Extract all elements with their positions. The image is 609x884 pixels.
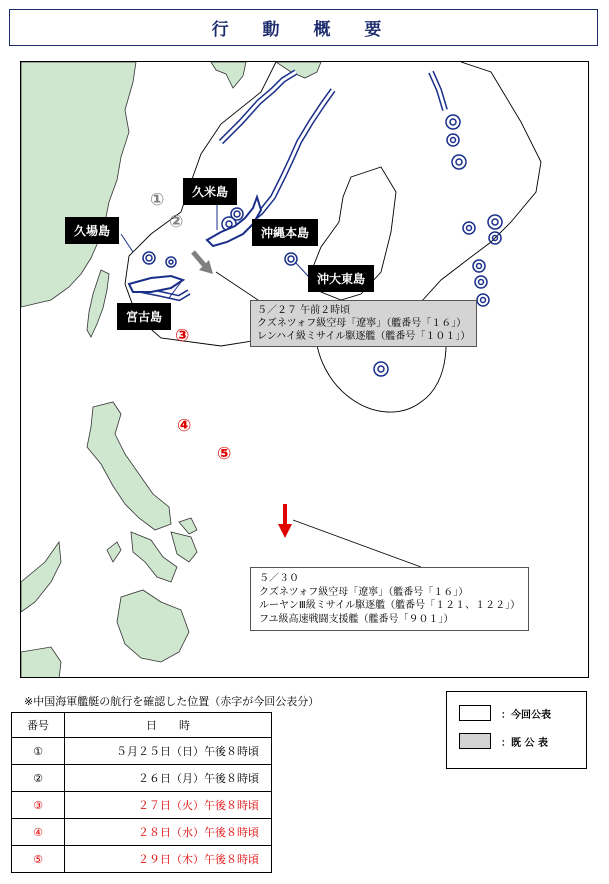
- table-cell-datetime: ２９日（木）午後８時頃: [65, 846, 272, 873]
- legend-label-current: ：今回公表: [501, 710, 551, 721]
- table-header-number: 番号: [12, 713, 65, 738]
- legend-swatch-previous: [459, 733, 491, 749]
- table-cell-datetime: ２７日（火）午後８時頃: [65, 792, 272, 819]
- label-kume-island: 久米島: [183, 178, 237, 205]
- info-current-line-4: フユ級高速戦闘支援艦（艦番号「９０１」）: [259, 613, 454, 625]
- borneo: [21, 647, 61, 678]
- legend: [446, 691, 587, 769]
- leader-gray-info: [216, 272, 261, 302]
- table-row: [12, 792, 272, 819]
- map-area: [20, 61, 589, 678]
- legend-label-previous: ：既 公 表: [501, 738, 548, 749]
- page-title: 行 動 概 要: [9, 9, 598, 46]
- table-row: [12, 846, 272, 873]
- info-current-line-3: ルーヤンⅢ級ミサイル駆逐艦（艦番号「１２１、１２２」）: [259, 600, 521, 611]
- info-box-current: [250, 567, 529, 631]
- label-kuba-island: 久場島: [65, 217, 119, 244]
- palawan-small: [107, 542, 121, 562]
- info-current-line-1: ５／３０: [259, 573, 299, 584]
- label-okidaito-island: 沖大東島: [308, 265, 374, 292]
- table-cell-number: ③: [12, 792, 65, 819]
- mainland-coast: [21, 62, 136, 307]
- table-row: [12, 738, 272, 765]
- legend-swatch-current: [459, 705, 491, 721]
- position-marker-1: ①: [150, 190, 165, 210]
- table-caption: ※中国海軍艦艇の航行を確認した位置（赤字が今回公表分）: [24, 695, 320, 708]
- position-marker-3: ③: [175, 326, 190, 346]
- info-previous-line-3: レンハイ級ミサイル駆逐艦（艦番号「１０１」）: [257, 331, 471, 342]
- table-cell-datetime: ２８日（水）午後８時頃: [65, 819, 272, 846]
- table-header-row: [12, 713, 272, 738]
- philippines-central: [131, 532, 177, 582]
- table-cell-number: ①: [12, 738, 65, 765]
- gray-arrow: [193, 252, 213, 274]
- taiwan: [87, 270, 109, 337]
- info-current-line-2: クズネツォフ級空母「遼寧」（艦番号「１６」）: [259, 586, 469, 598]
- info-previous-line-2: クズネツォフ級空母「遼寧」（艦番号「１６」）: [257, 318, 467, 329]
- position-marker-4: ④: [177, 416, 192, 436]
- table-cell-datetime: ５月２５日（日）午後８時頃: [65, 738, 272, 765]
- table-row: [12, 765, 272, 792]
- table-cell-number: ②: [12, 765, 65, 792]
- position-marker-5: ⑤: [217, 444, 232, 464]
- table-cell-datetime: ２６日（月）午後８時頃: [65, 765, 272, 792]
- red-arrow: [278, 504, 292, 538]
- philippines-visayas: [171, 532, 197, 562]
- position-table: [11, 712, 272, 873]
- table-cell-number: ④: [12, 819, 65, 846]
- philippines-south: [117, 590, 189, 662]
- table-cell-number: ⑤: [12, 846, 65, 873]
- philippines-west: [21, 542, 61, 612]
- label-miyako-island: 宮古島: [117, 303, 171, 330]
- kyushu-coast: [211, 62, 246, 88]
- table-row: [12, 819, 272, 846]
- info-previous-line-1: ５／２７ 午前２時頃: [257, 305, 351, 316]
- label-okinawa-island: 沖縄本島: [252, 219, 318, 246]
- info-box-previous: [250, 300, 477, 347]
- mainland-top-right: [276, 62, 321, 78]
- leader-red-info: [293, 520, 421, 567]
- philippines-samar: [179, 518, 197, 534]
- luzon: [87, 402, 171, 530]
- position-marker-2: ②: [169, 212, 184, 232]
- table-header-datetime: 日 時: [65, 713, 272, 738]
